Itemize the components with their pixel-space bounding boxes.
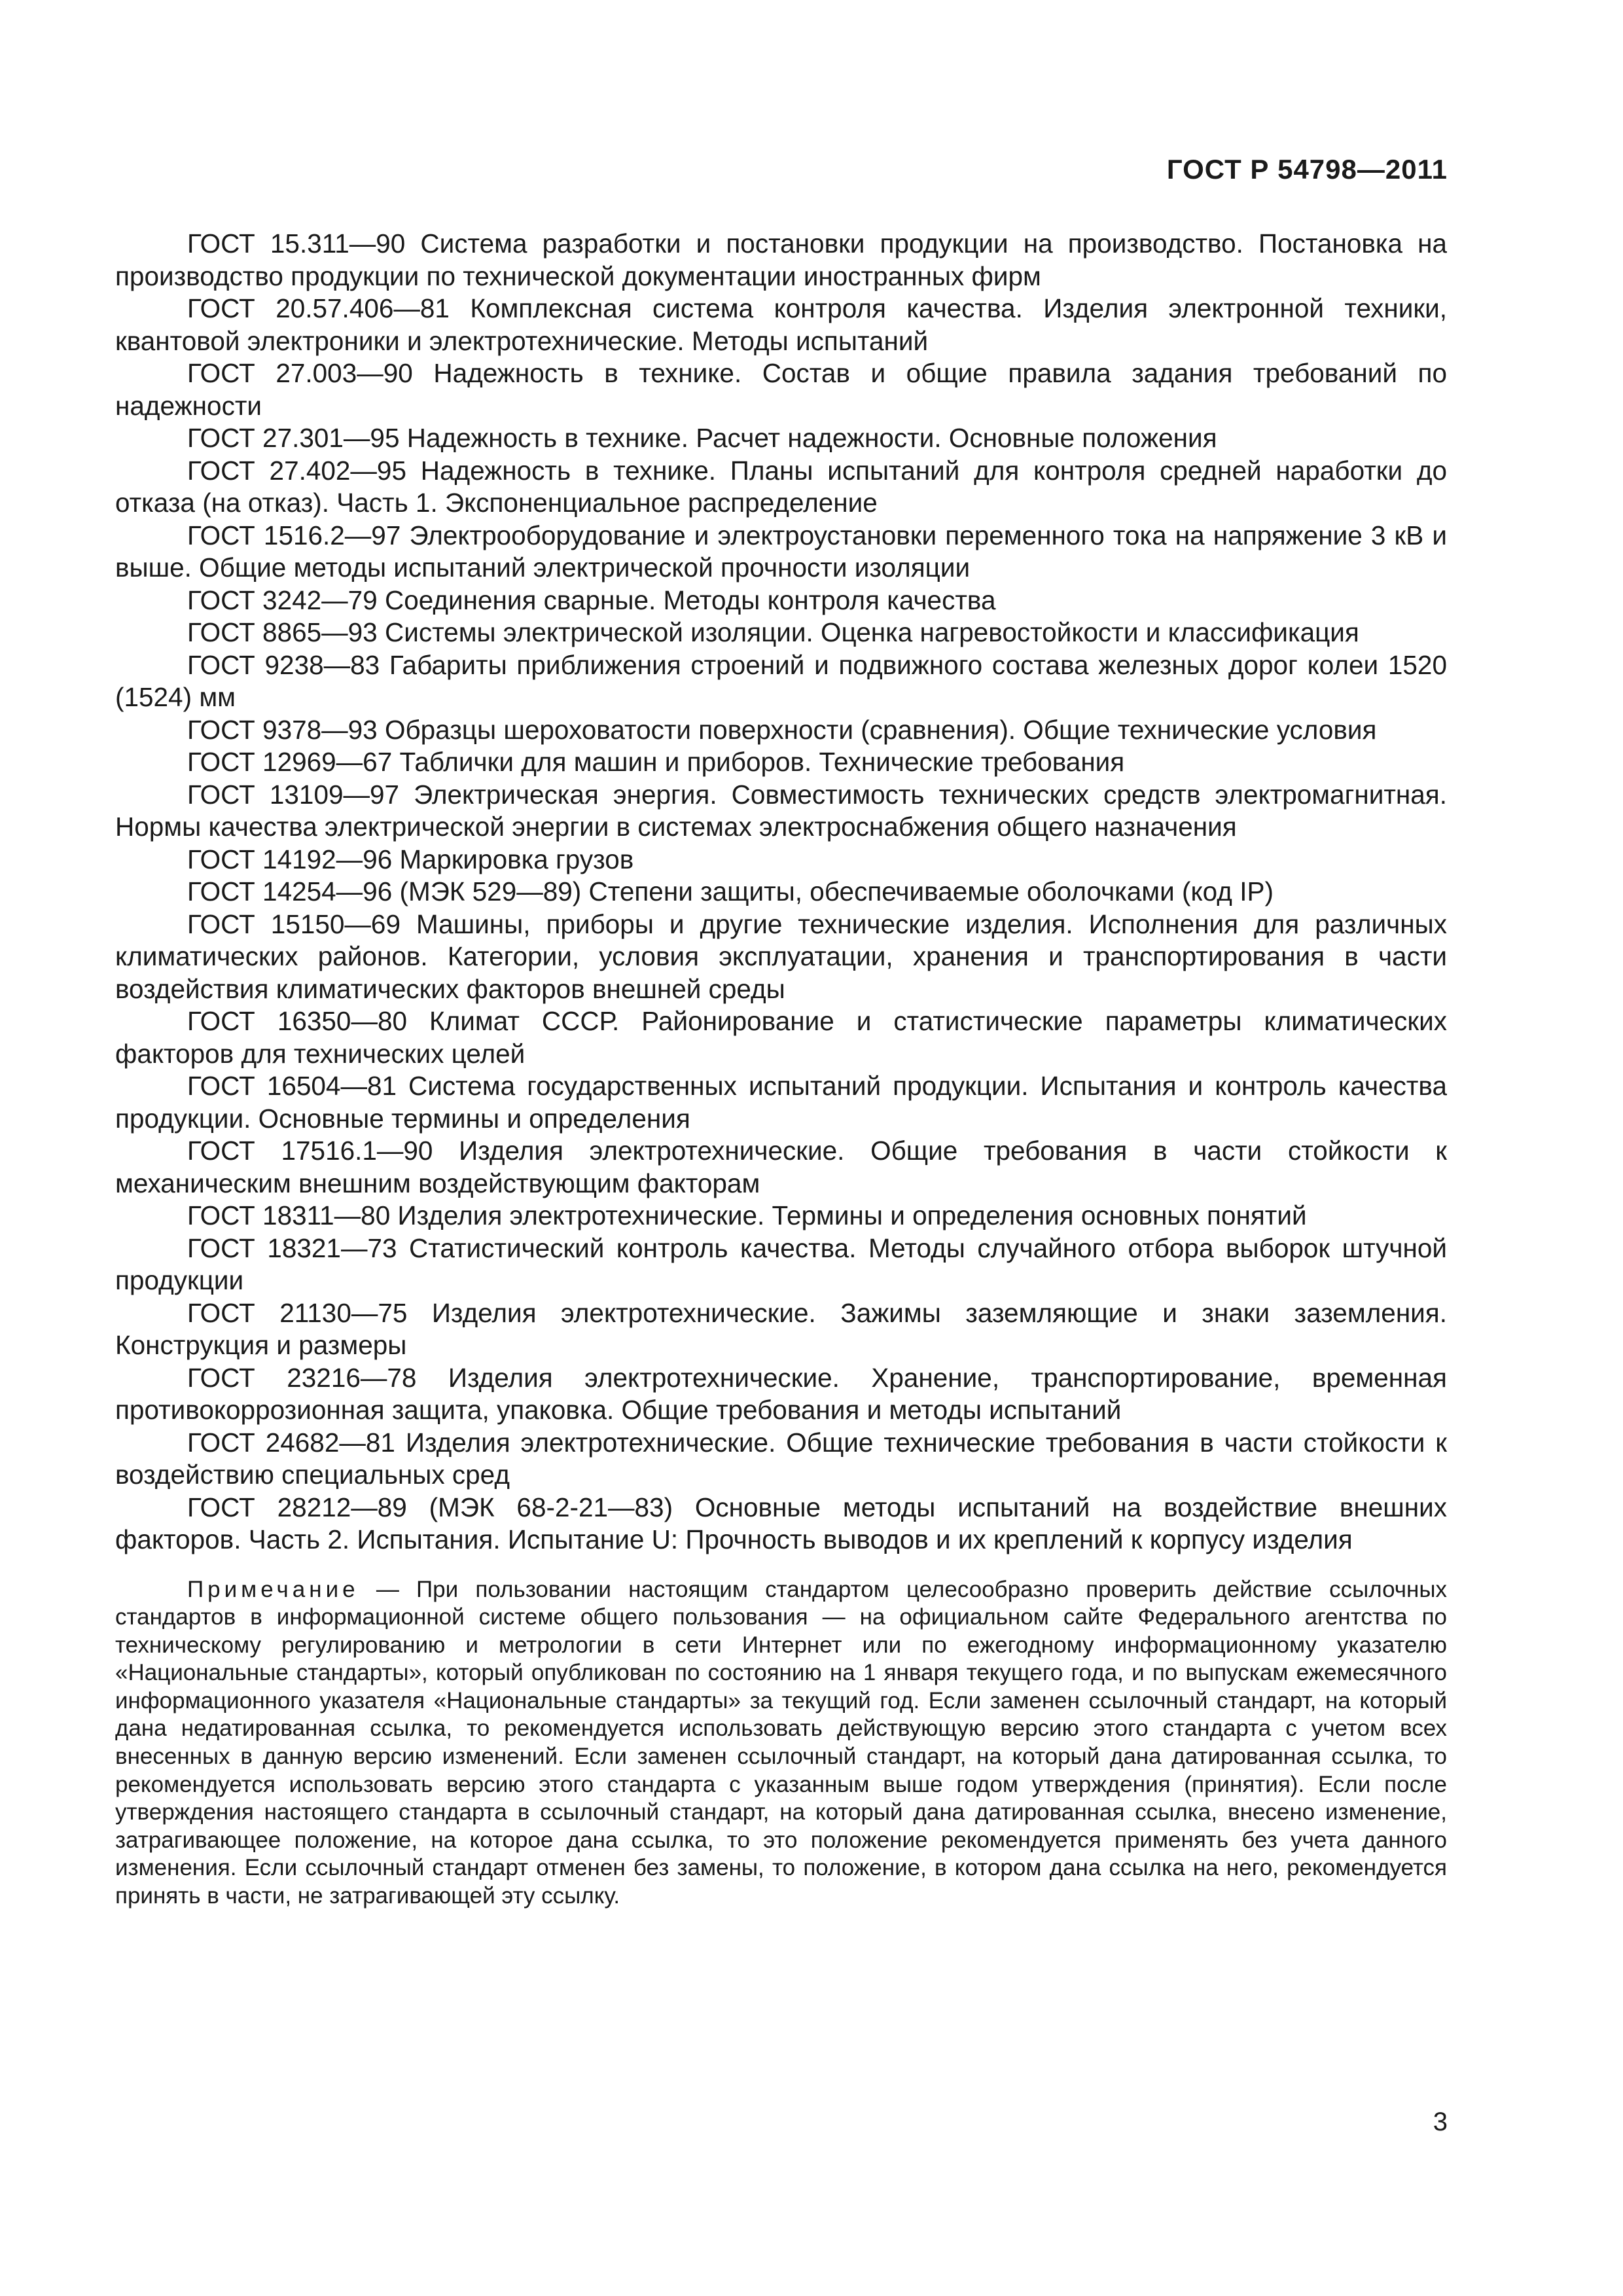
reference-item: ГОСТ 8865—93 Системы электрической изоляции. Оценка нагревостойкости и классификация: [187, 617, 1359, 647]
reference-item: ГОСТ 20.57.406—81 Комплексная система контроля качества. Изделия электронной техники, квантовой электроники и электротехнические. Методы испытаний: [115, 293, 1447, 356]
reference-item: ГОСТ 27.301—95 Надежность в технике. Расчет надежности. Основные положения: [187, 423, 1217, 453]
reference-item: ГОСТ 28212—89 (МЭК 68-2-21—83) Основные методы испытаний на воздействие внешних факторов. Часть 2. Испытания. Испытание U: Прочность выводов и их креплений к корпусу изделия: [115, 1492, 1447, 1554]
reference-item: ГОСТ 13109—97 Электрическая энергия. Совместимость технических средств электромагнитная. Нормы качества электрической энергии в системах электроснабжения общего назначения: [115, 779, 1447, 842]
reference-item: ГОСТ 15.311—90 Система разработки и постановки продукции на производство. Постановка на производство продукции по технической документации иностранных фирм: [115, 228, 1447, 291]
note-paragraph: [115, 1576, 1447, 1910]
reference-item: ГОСТ 14254—96 (МЭК 529—89) Степени защиты, обеспечиваемые оболочками (код IP): [187, 876, 1274, 906]
reference-item: ГОСТ 9378—93 Образцы шероховатости поверхности (сравнения). Общие технические условия: [187, 714, 1377, 745]
reference-item: ГОСТ 1516.2—97 Электрооборудование и электроустановки переменного тока на напряжение 3 кВ и выше. Общие методы испытаний электрической прочности изоляции: [115, 520, 1447, 583]
reference-item: ГОСТ 16350—80 Климат СССР. Районирование и статистические параметры климатических факторов для технических целей: [115, 1006, 1447, 1069]
note-label: Примечание: [187, 1576, 359, 1602]
reference-item: ГОСТ 12969—67 Таблички для машин и приборов. Технические требования: [187, 747, 1125, 777]
normative-references-section: [115, 228, 1447, 1910]
reference-item: ГОСТ 18311—80 Изделия электротехнические. Термины и определения основных понятий: [187, 1200, 1307, 1230]
reference-item: ГОСТ 9238—83 Габариты приближения строений и подвижного состава железных дорог колеи 1520 (1524) мм: [115, 649, 1447, 712]
reference-item: ГОСТ 18321—73 Статистический контроль качества. Методы случайного отбора выборок штучной продукции: [115, 1232, 1447, 1295]
reference-item: ГОСТ 3242—79 Соединения сварные. Методы контроля качества: [187, 584, 996, 615]
reference-item: ГОСТ 17516.1—90 Изделия электротехнические. Общие требования в части стойкости к механическим внешним воздействующим факторам: [115, 1136, 1447, 1198]
reference-item: ГОСТ 21130—75 Изделия электротехнические. Зажимы заземляющие и знаки заземления. Конструкция и размеры: [115, 1297, 1447, 1360]
page-number: 3: [1433, 2108, 1448, 2136]
reference-item: ГОСТ 27.402—95 Надежность в технике. Планы испытаний для контроля средней наработки до отказа (на отказ). Часть 1. Экспоненциальное распределение: [115, 455, 1447, 518]
reference-item: ГОСТ 27.003—90 Надежность в технике. Состав и общие правила задания требований по надежности: [115, 358, 1447, 421]
reference-item: ГОСТ 16504—81 Система государственных испытаний продукции. Испытания и контроль качества продукции. Основные термины и определения: [115, 1071, 1447, 1134]
reference-item: ГОСТ 24682—81 Изделия электротехнические. Общие технические требования в части стойкости к воздействию специальных сред: [115, 1427, 1447, 1490]
note-text: — При пользовании настоящим стандартом целесообразно проверить действие ссылочных стандартов в информационной системе общего пользования — на официальном сайте Федерального агентства по техническому регулированию и метрологии в сети Интернет или по ежегодному информационному указателю «Национальные стандарты», который опубликован по состоянию на 1 января текущего года, и по выпускам ежемесячного информационного указателя «Национальные стандарты» за текущий год. Если заменен ссылочный стандарт, на который дана недатированная ссылка, то рекомендуется использовать действующую версию этого стандарта с учетом всех внесенных в данную версию изменений. Если заменен ссылочный стандарт, на который дана датированная ссылка, то рекомендуется использовать версию этого стандарта с указанным выше годом утверждения (принятия). Если после утверждения настоящего стандарта в ссылочный стандарт, на который дана датированная ссылка, внесено изменение, затрагивающее положение, на которое дана ссылка, то это положение рекомендуется применять без учета данного изменения. Если ссылочный стандарт отменен без замены, то положение, в котором дана ссылка на него, рекомендуется принять в части, не затрагивающей эту ссылку.: [115, 1576, 1447, 1909]
reference-item: ГОСТ 14192—96 Маркировка грузов: [187, 844, 634, 874]
reference-item: ГОСТ 23216—78 Изделия электротехнические. Хранение, транспортирование, временная противокоррозионная защита, упаковка. Общие требования и методы испытаний: [115, 1362, 1447, 1425]
reference-item: ГОСТ 15150—69 Машины, приборы и другие технические изделия. Исполнения для различных климатических районов. Категории, условия эксплуатации, хранения и транспортирования в части воздействия климатических факторов внешней среды: [115, 908, 1447, 1004]
standard-code-header: ГОСТ Р 54798—2011: [1166, 154, 1448, 185]
